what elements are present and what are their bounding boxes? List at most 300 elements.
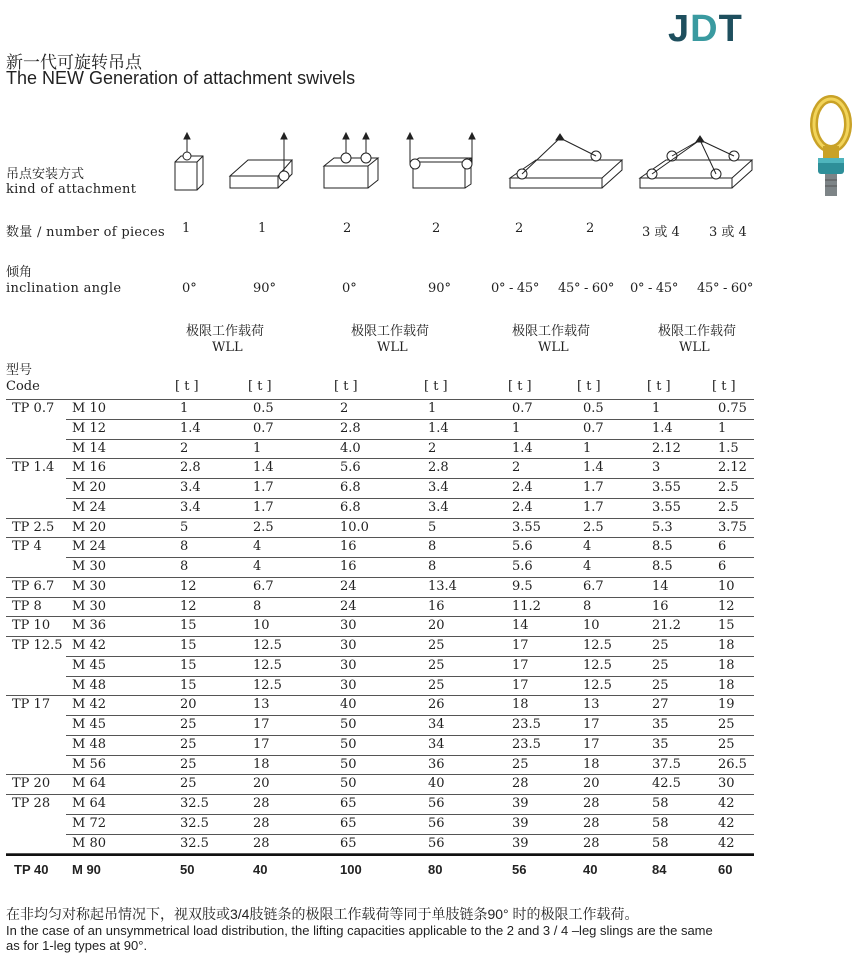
wll-cell: 12 bbox=[718, 598, 735, 614]
wll-cell: 32.5 bbox=[180, 796, 209, 811]
wll-cell: 42 bbox=[718, 815, 735, 831]
thread-cell: M 64 bbox=[72, 796, 106, 811]
wll-header-cn: 极限工作载荷 bbox=[512, 323, 591, 338]
wll-cell: 5 bbox=[428, 519, 437, 535]
pieces-value: 2 bbox=[343, 221, 352, 236]
row-rule bbox=[66, 735, 754, 736]
wll-cell: 2 bbox=[428, 440, 437, 456]
wll-cell: 0.7 bbox=[253, 420, 274, 436]
row-rule bbox=[66, 656, 754, 657]
code-cell: TP 2.5 bbox=[12, 519, 55, 535]
wll-cell: 2.5 bbox=[253, 519, 274, 535]
wll-cell: 4 bbox=[583, 539, 592, 555]
wll-cell: 26.5 bbox=[718, 756, 747, 772]
thread-cell: M 24 bbox=[72, 539, 106, 555]
unit-header: [ t ] bbox=[712, 379, 736, 394]
wll-cell: 12.5 bbox=[583, 677, 612, 693]
wll-cell: 28 bbox=[253, 835, 270, 851]
wll-cell: 15 bbox=[180, 618, 197, 634]
wll-cell: 3 bbox=[652, 460, 661, 476]
wll-cell: 10 bbox=[253, 618, 270, 634]
angle-value: 45° - 60° bbox=[697, 281, 754, 296]
row-rule bbox=[66, 498, 754, 499]
wll-cell: 23.5 bbox=[512, 736, 541, 752]
wll-cell: 8 bbox=[428, 539, 437, 555]
wll-cell: 18 bbox=[718, 677, 735, 693]
wll-cell: 24 bbox=[340, 578, 357, 594]
row-rule bbox=[6, 597, 754, 598]
row-rule bbox=[6, 616, 754, 617]
wll-cell: 17 bbox=[512, 677, 529, 693]
wll-cell: 3.4 bbox=[428, 499, 449, 515]
wll-cell: 24 bbox=[340, 598, 357, 614]
pieces-label: 数量 / number of pieces bbox=[6, 225, 165, 240]
wll-cell: 3.55 bbox=[652, 499, 681, 515]
wll-header-cn: 极限工作载荷 bbox=[186, 323, 265, 338]
wll-cell: 58 bbox=[652, 815, 669, 831]
row-rule bbox=[6, 636, 754, 637]
wll-cell: 56 bbox=[428, 796, 445, 811]
wll-cell: 1 bbox=[512, 420, 521, 436]
attachment-diagram-2 bbox=[228, 132, 298, 192]
wll-cell: 56 bbox=[512, 862, 527, 878]
code-cell: TP 12.5 bbox=[12, 638, 63, 653]
wll-cell: 25 bbox=[180, 717, 197, 732]
thread-cell: M 45 bbox=[72, 657, 106, 673]
title-en: The NEW Generation of attachment swivels bbox=[6, 68, 356, 88]
logo-text bbox=[668, 8, 743, 50]
wll-cell: 27 bbox=[652, 697, 669, 713]
wll-cell: 13 bbox=[583, 697, 600, 713]
code-cell: TP 17 bbox=[12, 697, 51, 713]
wll-cell: 65 bbox=[340, 796, 357, 811]
wll-cell: 32.5 bbox=[180, 835, 209, 851]
wll-cell: 5.6 bbox=[512, 539, 533, 555]
wll-cell: 1 bbox=[180, 401, 189, 416]
wll-cell: 0.7 bbox=[583, 420, 604, 436]
wll-cell: 8.5 bbox=[652, 559, 673, 574]
wll-cell: 4 bbox=[583, 559, 592, 574]
wll-header-en: WLL bbox=[377, 340, 408, 355]
code-cell: TP 40 bbox=[14, 862, 49, 878]
angle-value: 0° bbox=[182, 281, 197, 296]
wll-cell: 11.2 bbox=[512, 598, 541, 614]
thread-cell: M 24 bbox=[72, 499, 106, 515]
wll-cell: 39 bbox=[512, 796, 529, 811]
pieces-value: 2 bbox=[515, 221, 524, 236]
thread-cell: M 10 bbox=[72, 401, 106, 416]
wll-cell: 50 bbox=[340, 776, 357, 792]
thread-cell: M 12 bbox=[72, 420, 106, 436]
wll-cell: 2 bbox=[512, 460, 521, 476]
code-label-cn: 型号 bbox=[6, 362, 33, 377]
logo-letter: J bbox=[668, 8, 691, 50]
wll-cell: 40 bbox=[253, 862, 268, 878]
wll-cell: 18 bbox=[718, 638, 735, 653]
attachment-diagram-3 bbox=[322, 132, 382, 192]
angle-value: 90° bbox=[428, 281, 452, 296]
wll-header-en: WLL bbox=[538, 340, 569, 355]
footer-note-cn: 在非均匀对称起吊情况下，视双肢或3/4肢链条的极限工作载荷等同于单肢链条90° 时的极限工作载荷。 bbox=[6, 906, 639, 922]
wll-cell: 18 bbox=[512, 697, 529, 713]
wll-cell: 1 bbox=[428, 401, 437, 416]
row-rule bbox=[66, 557, 754, 558]
wll-cell: 26 bbox=[428, 697, 445, 713]
wll-cell: 50 bbox=[340, 756, 357, 772]
wll-cell: 9.5 bbox=[512, 578, 533, 594]
table-header-rule bbox=[6, 399, 754, 400]
attachment-diagram-4 bbox=[405, 132, 480, 192]
wll-cell: 42 bbox=[718, 796, 735, 811]
wll-cell: 6.7 bbox=[583, 578, 604, 594]
wll-cell: 2.5 bbox=[718, 480, 739, 495]
wll-cell: 0.5 bbox=[253, 401, 274, 416]
wll-cell: 6.7 bbox=[253, 578, 274, 594]
wll-cell: 20 bbox=[583, 776, 600, 792]
pieces-value: 1 bbox=[258, 221, 267, 236]
thread-cell: M 20 bbox=[72, 519, 106, 535]
wll-cell: 50 bbox=[340, 717, 357, 732]
wll-cell: 25 bbox=[652, 638, 669, 653]
wll-cell: 28 bbox=[253, 796, 270, 811]
wll-cell: 1 bbox=[652, 401, 661, 416]
wll-cell: 1.4 bbox=[428, 420, 449, 436]
wll-cell: 30 bbox=[340, 677, 357, 693]
wll-cell: 1.5 bbox=[718, 440, 739, 456]
wll-cell: 37.5 bbox=[652, 756, 681, 772]
attachment-diagram-6 bbox=[638, 132, 758, 192]
wll-cell: 1 bbox=[583, 440, 592, 456]
table-bottom-rule bbox=[6, 854, 754, 856]
unit-header: [ t ] bbox=[577, 379, 601, 394]
unit-header: [ t ] bbox=[334, 379, 358, 394]
angle-label-en: inclination angle bbox=[6, 281, 122, 296]
code-cell: TP 6.7 bbox=[12, 578, 55, 594]
wll-cell: 28 bbox=[583, 835, 600, 851]
wll-cell: 2.12 bbox=[718, 460, 747, 476]
wll-cell: 25 bbox=[512, 756, 529, 772]
wll-cell: 18 bbox=[583, 756, 600, 772]
wll-cell: 13.4 bbox=[428, 578, 457, 594]
wll-cell: 12.5 bbox=[253, 657, 282, 673]
unit-header: [ t ] bbox=[424, 379, 448, 394]
wll-cell: 42.5 bbox=[652, 776, 681, 792]
code-cell: TP 20 bbox=[12, 776, 51, 792]
wll-cell: 6.8 bbox=[340, 499, 361, 515]
thread-cell: M 30 bbox=[72, 578, 106, 594]
wll-cell: 50 bbox=[180, 862, 195, 878]
wll-cell: 6.8 bbox=[340, 480, 361, 495]
wll-cell: 8 bbox=[180, 539, 189, 555]
wll-cell: 56 bbox=[428, 835, 445, 851]
wll-cell: 19 bbox=[718, 697, 735, 713]
wll-cell: 1.4 bbox=[180, 420, 201, 436]
row-rule bbox=[6, 537, 754, 538]
thread-cell: M 20 bbox=[72, 480, 106, 495]
wll-cell: 2.8 bbox=[180, 460, 201, 476]
wll-cell: 20 bbox=[253, 776, 270, 792]
thread-cell: M 56 bbox=[72, 756, 106, 772]
wll-cell: 13 bbox=[253, 697, 270, 713]
wll-cell: 28 bbox=[253, 815, 270, 831]
pieces-value: 2 bbox=[432, 221, 441, 236]
wll-cell: 0.75 bbox=[718, 401, 747, 416]
wll-cell: 3.4 bbox=[428, 480, 449, 495]
row-rule bbox=[66, 439, 754, 440]
wll-cell: 28 bbox=[512, 776, 529, 792]
wll-cell: 12.5 bbox=[253, 677, 282, 693]
thread-cell: M 14 bbox=[72, 440, 106, 456]
wll-cell: 80 bbox=[428, 862, 443, 878]
swivel-product-image bbox=[806, 96, 856, 206]
wll-cell: 25 bbox=[718, 717, 735, 732]
wll-cell: 3.75 bbox=[718, 519, 747, 535]
thread-cell: M 42 bbox=[72, 697, 106, 713]
angle-value: 0° - 45° bbox=[491, 281, 540, 296]
wll-cell: 2.8 bbox=[340, 420, 361, 436]
thread-cell: M 72 bbox=[72, 815, 106, 831]
unit-header: [ t ] bbox=[175, 379, 199, 394]
wll-cell: 15 bbox=[180, 657, 197, 673]
wll-cell: 39 bbox=[512, 815, 529, 831]
thread-cell: M 30 bbox=[72, 559, 106, 574]
row-rule bbox=[6, 518, 754, 519]
row-rule bbox=[6, 458, 754, 459]
wll-cell: 5.6 bbox=[340, 460, 361, 476]
wll-cell: 6 bbox=[718, 559, 727, 574]
code-cell: TP 0.7 bbox=[12, 401, 55, 416]
wll-cell: 58 bbox=[652, 796, 669, 811]
attachment-label-en: kind of attachment bbox=[6, 182, 137, 197]
row-rule bbox=[6, 774, 754, 775]
wll-cell: 2.12 bbox=[652, 440, 681, 456]
footer-note-en: In the case of an unsymmetrical load distribution, the lifting capacities applicable to the 2 and 3 / 4 –leg slings are the same as for 1-leg types at 90°. bbox=[6, 923, 713, 953]
code-cell: TP 28 bbox=[12, 796, 51, 811]
wll-header-en: WLL bbox=[679, 340, 710, 355]
wll-cell: 1.7 bbox=[583, 499, 604, 515]
row-rule bbox=[66, 478, 754, 479]
wll-cell: 40 bbox=[583, 862, 598, 878]
wll-cell: 12.5 bbox=[583, 657, 612, 673]
wll-cell: 1.4 bbox=[652, 420, 673, 436]
wll-cell: 25 bbox=[428, 657, 445, 673]
wll-cell: 25 bbox=[180, 756, 197, 772]
wll-cell: 8 bbox=[428, 559, 437, 574]
logo-letter: D bbox=[690, 8, 719, 50]
code-cell: TP 4 bbox=[12, 539, 42, 555]
wll-cell: 8 bbox=[180, 559, 189, 574]
logo-letter: T bbox=[718, 8, 743, 50]
angle-value: 90° bbox=[253, 281, 277, 296]
row-rule bbox=[66, 834, 754, 835]
pieces-value: 1 bbox=[182, 221, 191, 236]
unit-header: [ t ] bbox=[248, 379, 272, 394]
wll-cell: 10.0 bbox=[340, 519, 369, 535]
wll-cell: 50 bbox=[340, 736, 357, 752]
wll-cell: 17 bbox=[583, 736, 600, 752]
attachment-diagram-5 bbox=[508, 132, 628, 192]
wll-cell: 39 bbox=[512, 835, 529, 851]
angle-value: 0° - 45° bbox=[630, 281, 679, 296]
thread-cell: M 90 bbox=[72, 862, 101, 878]
wll-cell: 2.8 bbox=[428, 460, 449, 476]
jdt-logo bbox=[668, 8, 743, 51]
row-rule bbox=[6, 794, 754, 795]
code-cell: TP 10 bbox=[12, 618, 51, 634]
wll-cell: 15 bbox=[180, 638, 197, 653]
wll-cell: 8.5 bbox=[652, 539, 673, 555]
wll-cell: 17 bbox=[583, 717, 600, 732]
thread-cell: M 16 bbox=[72, 460, 106, 476]
row-rule bbox=[66, 676, 754, 677]
wll-cell: 30 bbox=[340, 618, 357, 634]
wll-cell: 1.4 bbox=[512, 440, 533, 456]
wll-cell: 4.0 bbox=[340, 440, 361, 456]
wll-cell: 14 bbox=[652, 578, 669, 594]
wll-cell: 18 bbox=[253, 756, 270, 772]
wll-cell: 4 bbox=[253, 559, 262, 574]
wll-cell: 35 bbox=[652, 717, 669, 732]
thread-cell: M 48 bbox=[72, 736, 106, 752]
wll-cell: 6 bbox=[718, 539, 727, 555]
wll-cell: 1.7 bbox=[583, 480, 604, 495]
wll-cell: 2.4 bbox=[512, 480, 533, 495]
row-rule bbox=[66, 419, 754, 420]
wll-cell: 1 bbox=[253, 440, 262, 456]
wll-cell: 40 bbox=[428, 776, 445, 792]
wll-cell: 25 bbox=[428, 677, 445, 693]
wll-cell: 0.5 bbox=[583, 401, 604, 416]
wll-cell: 12.5 bbox=[253, 638, 282, 653]
wll-cell: 3.4 bbox=[180, 499, 201, 515]
wll-cell: 65 bbox=[340, 835, 357, 851]
wll-cell: 3.55 bbox=[512, 519, 541, 535]
wll-header-cn: 极限工作载荷 bbox=[658, 323, 737, 338]
wll-cell: 25 bbox=[652, 657, 669, 673]
wll-cell: 23.5 bbox=[512, 717, 541, 732]
wll-cell: 42 bbox=[718, 835, 735, 851]
wll-cell: 14 bbox=[512, 618, 529, 634]
wll-cell: 30 bbox=[340, 638, 357, 653]
wll-cell: 65 bbox=[340, 815, 357, 831]
wll-cell: 0.7 bbox=[512, 401, 533, 416]
wll-cell: 84 bbox=[652, 862, 667, 878]
thread-cell: M 80 bbox=[72, 835, 106, 851]
wll-cell: 5 bbox=[180, 519, 189, 535]
wll-cell: 3.4 bbox=[180, 480, 201, 495]
angle-label-cn: 倾角 bbox=[6, 264, 33, 279]
wll-cell: 1.7 bbox=[253, 480, 274, 495]
code-label-en: Code bbox=[6, 379, 40, 394]
wll-cell: 20 bbox=[180, 697, 197, 713]
wll-cell: 15 bbox=[180, 677, 197, 693]
wll-header-cn: 极限工作载荷 bbox=[351, 323, 430, 338]
row-rule bbox=[66, 715, 754, 716]
wll-cell: 1.4 bbox=[253, 460, 274, 476]
thread-cell: M 45 bbox=[72, 717, 106, 732]
wll-cell: 16 bbox=[340, 559, 357, 574]
wll-cell: 32.5 bbox=[180, 815, 209, 831]
wll-cell: 28 bbox=[583, 815, 600, 831]
wll-cell: 4 bbox=[253, 539, 262, 555]
title-cn: 新一代可旋转吊点 bbox=[6, 53, 142, 72]
attachment-label-cn: 吊点安装方式 bbox=[6, 166, 85, 181]
wll-cell: 30 bbox=[718, 776, 735, 792]
wll-cell: 16 bbox=[340, 539, 357, 555]
pieces-value: 3 或 4 bbox=[709, 225, 747, 240]
wll-cell: 17 bbox=[253, 717, 270, 732]
wll-header-en: WLL bbox=[212, 340, 243, 355]
wll-cell: 1.4 bbox=[583, 460, 604, 476]
thread-cell: M 30 bbox=[72, 598, 106, 614]
wll-cell: 17 bbox=[512, 657, 529, 673]
wll-cell: 20 bbox=[428, 618, 445, 634]
code-cell: TP 8 bbox=[12, 598, 42, 614]
wll-cell: 17 bbox=[512, 638, 529, 653]
wll-cell: 60 bbox=[718, 862, 733, 878]
pieces-value: 2 bbox=[586, 221, 595, 236]
wll-cell: 25 bbox=[718, 736, 735, 752]
wll-cell: 15 bbox=[718, 618, 735, 634]
wll-cell: 12 bbox=[180, 598, 197, 614]
thread-cell: M 42 bbox=[72, 638, 106, 653]
wll-cell: 8 bbox=[253, 598, 262, 614]
wll-cell: 25 bbox=[428, 638, 445, 653]
wll-cell: 18 bbox=[718, 657, 735, 673]
angle-value: 45° - 60° bbox=[558, 281, 615, 296]
wll-cell: 1 bbox=[718, 420, 727, 436]
wll-cell: 5.6 bbox=[512, 559, 533, 574]
thread-cell: M 36 bbox=[72, 618, 106, 634]
wll-cell: 5.3 bbox=[652, 519, 673, 535]
thread-cell: M 48 bbox=[72, 677, 106, 693]
wll-cell: 25 bbox=[652, 677, 669, 693]
unit-header: [ t ] bbox=[508, 379, 532, 394]
wll-cell: 10 bbox=[583, 618, 600, 634]
wll-cell: 2 bbox=[180, 440, 189, 456]
wll-cell: 100 bbox=[340, 862, 362, 878]
pieces-value: 3 或 4 bbox=[642, 225, 680, 240]
wll-cell: 1.7 bbox=[253, 499, 274, 515]
row-rule bbox=[6, 577, 754, 578]
wll-cell: 34 bbox=[428, 717, 445, 732]
wll-cell: 25 bbox=[180, 776, 197, 792]
row-rule bbox=[66, 755, 754, 756]
wll-cell: 40 bbox=[340, 697, 357, 713]
wll-cell: 16 bbox=[428, 598, 445, 614]
wll-cell: 34 bbox=[428, 736, 445, 752]
wll-cell: 2.5 bbox=[583, 519, 604, 535]
wll-cell: 56 bbox=[428, 815, 445, 831]
row-rule bbox=[66, 814, 754, 815]
attachment-diagram-1 bbox=[172, 132, 212, 192]
wll-cell: 17 bbox=[253, 736, 270, 752]
row-rule bbox=[6, 695, 754, 696]
wll-cell: 25 bbox=[180, 736, 197, 752]
wll-cell: 21.2 bbox=[652, 618, 681, 634]
wll-cell: 35 bbox=[652, 736, 669, 752]
unit-header: [ t ] bbox=[647, 379, 671, 394]
wll-cell: 2 bbox=[340, 401, 349, 416]
wll-cell: 28 bbox=[583, 796, 600, 811]
thread-cell: M 64 bbox=[72, 776, 106, 792]
wll-cell: 2.5 bbox=[718, 499, 739, 515]
wll-cell: 12.5 bbox=[583, 638, 612, 653]
wll-cell: 12 bbox=[180, 578, 197, 594]
wll-cell: 3.55 bbox=[652, 480, 681, 495]
wll-cell: 30 bbox=[340, 657, 357, 673]
code-cell: TP 1.4 bbox=[12, 460, 55, 476]
